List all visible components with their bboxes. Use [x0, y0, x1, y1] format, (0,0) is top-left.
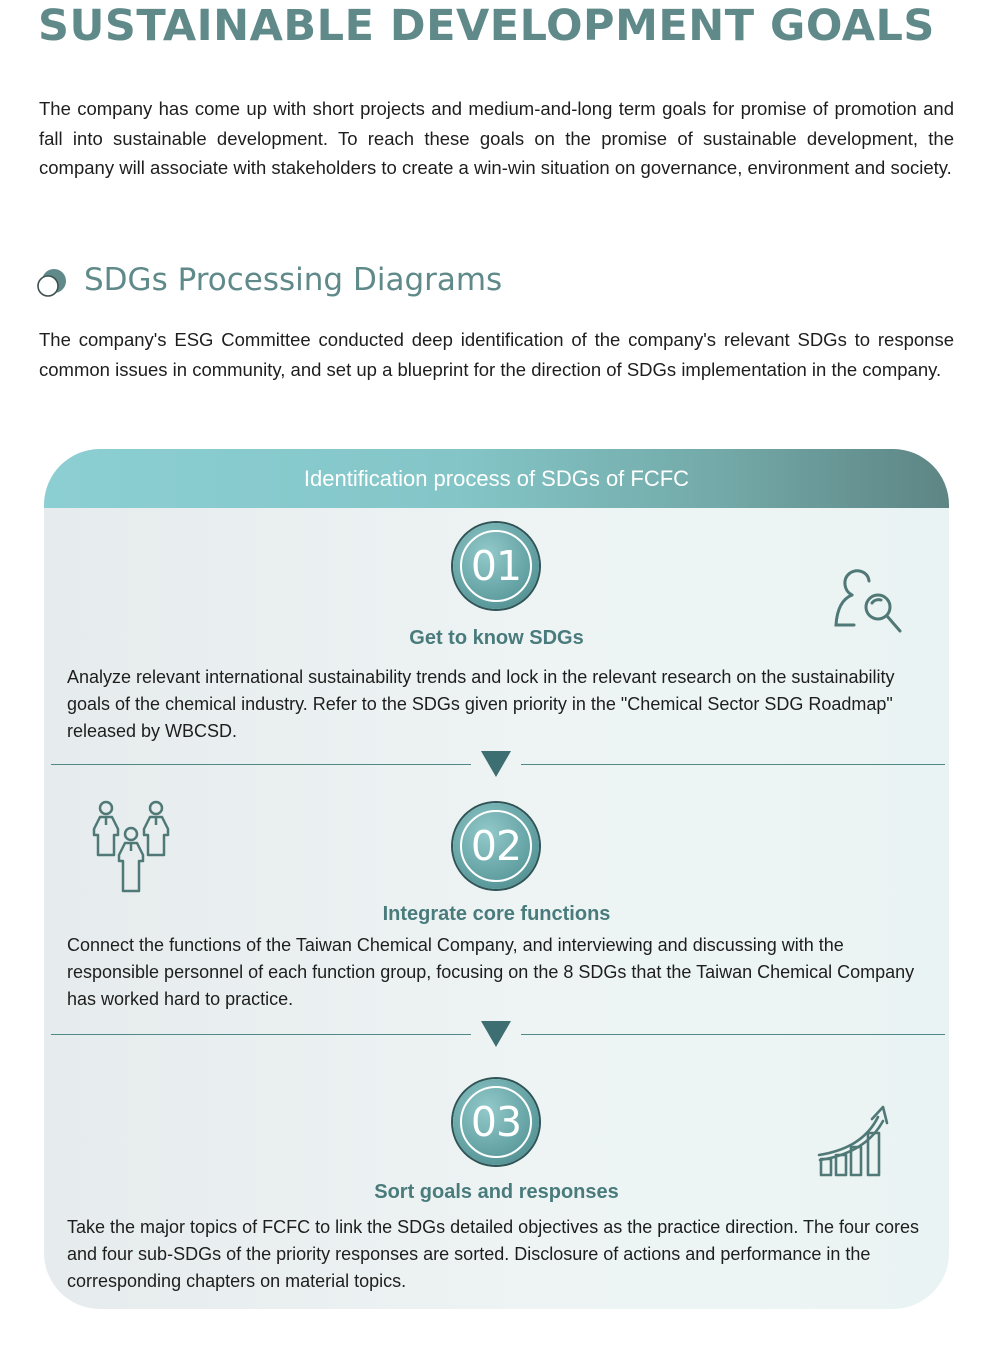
section-paragraph: The company's ESG Committee conducted deep identification of the company's relevant SDGs to response common issues in community, and set up a blueprint for the direction of SDGs implementation in the company. — [39, 329, 954, 380]
step-2-badge — [453, 803, 539, 889]
section-title: SDGs Processing Diagrams — [84, 262, 503, 298]
step-3-text: Take the major topics of FCFC to link the SDGs detailed objectives as the practice direction. The four cores and four sub-SDGs of the priority responses are sorted. Disclosure of actions and performance in the corresponding chapters on material topics. — [67, 1217, 920, 1291]
growth-chart-icon — [816, 1105, 892, 1179]
intro-paragraph: The company has come up with short projects and medium-and-long term goals for promise of promotion and fall into sustainable development. To reach these goals on the promise of sustainable development, the company will associate with stakeholders to create a win-win situation on governance, environment and society. — [39, 98, 954, 178]
step-3-number: 03 — [470, 1098, 522, 1146]
step-1-text: Analyze relevant international sustainability trends and lock in the relevant research on the sustainability goals of the chemical industry. Refer to the SDGs given priority in the "Chemical Sector SDG Roadmap" released by WBCSD. — [67, 667, 895, 741]
page-title: SUSTAINABLE DEVELOPMENT GOALS — [38, 1, 935, 51]
down-arrow-icon — [481, 1021, 511, 1047]
divider-line — [51, 1034, 471, 1035]
step-2-title: Integrate core functions — [382, 903, 611, 925]
divider-line — [521, 764, 945, 765]
step-3-badge — [453, 1079, 539, 1165]
process-header: Identification process of SDGs of FCFC — [44, 449, 949, 508]
divider-line — [521, 1034, 945, 1035]
step-1-number: 01 — [470, 542, 522, 590]
step-2-text: Connect the functions of the Taiwan Chemical Company, and interviewing and discussing with the responsible personnel of each function group, focusing on the 8 SDGs that the Taiwan Chemical Company has worked hard to practice. — [67, 935, 915, 1009]
step-1-badge — [453, 523, 539, 609]
people-group-icon — [92, 799, 172, 895]
step-3-title: Sort goals and responses — [374, 1181, 619, 1203]
half-circle-bullet-icon — [37, 267, 69, 299]
down-arrow-icon — [481, 751, 511, 777]
sdg-process-card — [44, 449, 949, 1309]
step-1-title: Get to know SDGs — [409, 627, 584, 649]
step-2-number: 02 — [470, 822, 522, 870]
divider-line — [51, 764, 471, 765]
